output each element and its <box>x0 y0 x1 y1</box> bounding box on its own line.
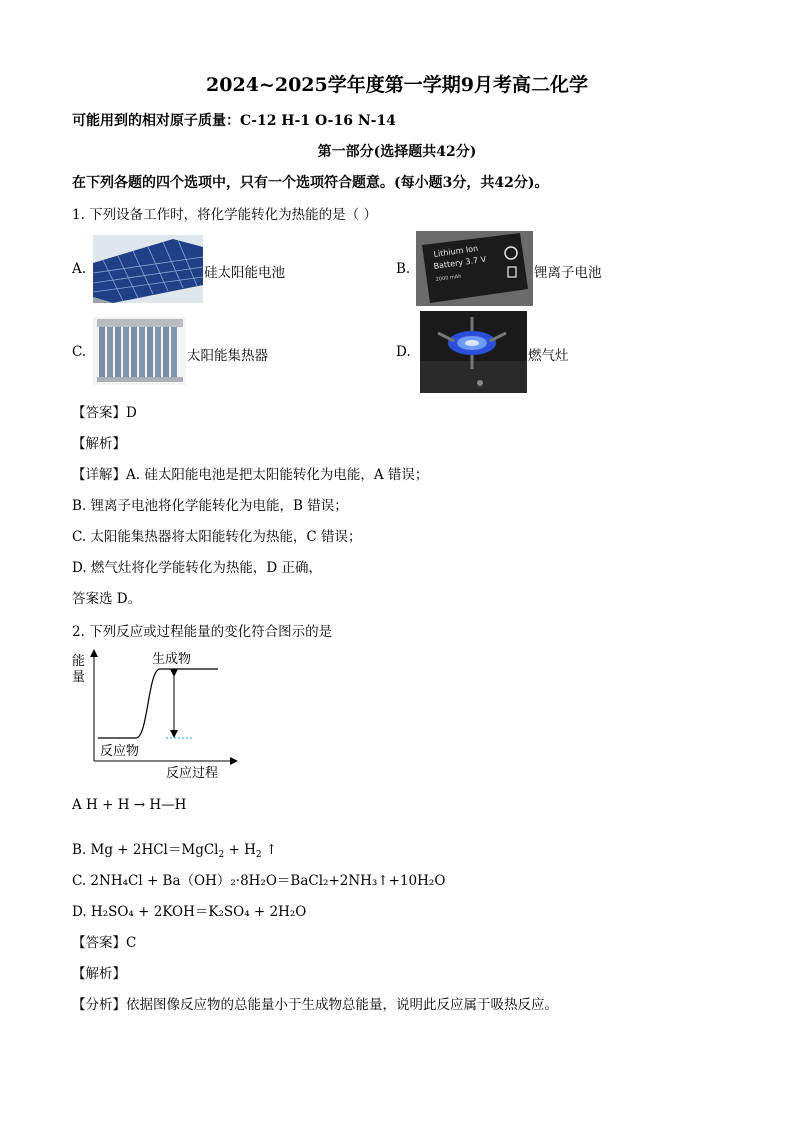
q2-analysis: 【解析】 <box>72 966 126 982</box>
question-1-stem: 1. 下列设备工作时，将化学能转化为热能的是（ ） <box>72 207 377 223</box>
q1-detail-1: 【详解】A. 硅太阳能电池是把太阳能转化为电能，A 错误； <box>72 467 429 483</box>
instruction: 在下列各题的四个选项中，只有一个选项符合题意。(每小题3分，共42分)。 <box>72 175 549 191</box>
battery-text-2: Battery 3.7 V <box>433 254 487 271</box>
energy-diagram <box>70 645 240 785</box>
q2-option-c: C. 2NH₄Cl + Ba（OH）₂·8H₂O＝BaCl₂+2NH₃↑+10H₂O <box>72 873 446 889</box>
page-title: 2024~2025学年度第一学期9月考高二化学 <box>206 74 588 96</box>
option-a-label: 硅太阳能电池 <box>204 265 285 281</box>
q2-fenxi: 【分析】依据图像反应物的总能量小于生成物总能量，说明此反应属于吸热反应。 <box>72 997 558 1013</box>
q1-answer: 【答案】D <box>72 405 137 421</box>
q2-option-a: A H + H → H—H <box>72 797 187 813</box>
lithium-battery-image <box>416 231 533 306</box>
gas-stove-image <box>420 311 527 393</box>
question-2-stem: 2. 下列反应或过程能量的变化符合图示的是 <box>72 624 333 640</box>
q2-option-d: D. H₂SO₄ + 2KOH＝K₂SO₄ + 2H₂O <box>72 904 307 920</box>
solar-panel-image <box>93 235 203 303</box>
option-a-letter: A. <box>72 261 87 277</box>
q2-option-b: B. Mg + 2HCl＝MgCl$_2$ + $H_2$ ↑ <box>72 842 278 860</box>
option-b-label: 锂离子电池 <box>534 265 602 281</box>
option-c-letter: C. <box>72 344 87 360</box>
energy-curve <box>98 669 218 738</box>
y-label-1: 能 <box>72 654 86 669</box>
option-d-label: 燃气灶 <box>528 348 569 364</box>
x-label: 反应过程 <box>166 766 219 781</box>
battery-text-3: 2000 mAh <box>435 273 462 283</box>
product-label: 生成物 <box>152 652 192 667</box>
solar-collector-image <box>93 317 186 385</box>
part-heading: 第一部分(选择题共42分) <box>317 144 477 160</box>
q1-conclusion: 答案选 D。 <box>72 591 142 607</box>
atomic-masses: 可能用到的相对原子质量：C-12 H-1 O-16 N-14 <box>72 113 396 129</box>
q1-detail-2: B. 锂离子电池将化学能转化为电能，B 错误； <box>72 498 348 514</box>
option-b-letter: B. <box>396 261 411 277</box>
q1-detail-4: D. 燃气灶将化学能转化为热能，D 正确， <box>72 560 323 576</box>
option-c-label: 太阳能集热器 <box>187 348 268 364</box>
q1-detail-3: C. 太阳能集热器将太阳能转化为热能，C 错误； <box>72 529 362 545</box>
y-label-2: 量 <box>72 670 86 685</box>
option-d-letter: D. <box>396 344 411 360</box>
q1-analysis: 【解析】 <box>72 436 126 452</box>
battery-text-1: Lithium Ion <box>433 243 479 259</box>
q2-answer: 【答案】C <box>72 935 137 951</box>
reactant-label: 反应物 <box>100 744 140 759</box>
